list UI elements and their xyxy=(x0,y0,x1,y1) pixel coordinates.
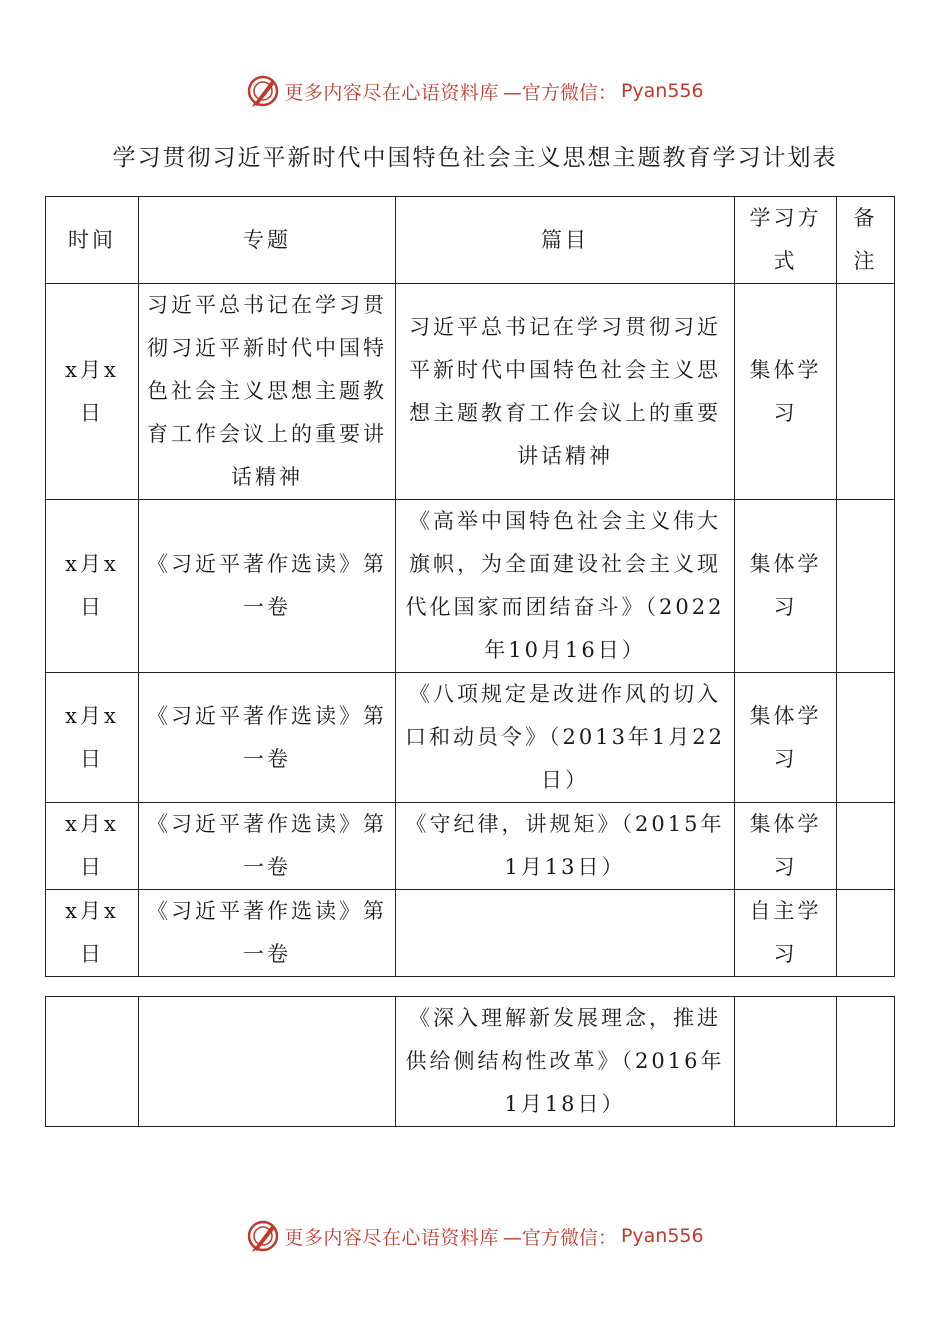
watermark-footer xyxy=(0,1218,950,1254)
header-mode: 学习方式 xyxy=(735,197,837,284)
header-time: 时间 xyxy=(46,197,139,284)
study-plan-table xyxy=(45,196,895,977)
cell-mode: 集体学习 xyxy=(735,673,837,803)
cell-note xyxy=(837,890,895,977)
cell-article: 《高举中国特色社会主义伟大旗帜，为全面建设社会主义现代化国家而团结奋斗》（2022年10月16日） xyxy=(396,500,735,673)
cell-date: x月x日 xyxy=(46,890,139,977)
table-row xyxy=(46,890,895,977)
cell-topic: 《习近平著作选读》第一卷 xyxy=(139,803,396,890)
cell-mode xyxy=(735,997,837,1127)
table-row xyxy=(46,997,895,1127)
watermark-separator: —官方微信： xyxy=(502,1226,617,1249)
cell-article: 习近平总书记在学习贯彻习近平新时代中国特色社会主义思想主题教育工作会议上的重要讲话精神 xyxy=(396,284,735,500)
cell-article: 《深入理解新发展理念，推进供给侧结构性改革》（2016年1月18日） xyxy=(396,997,735,1127)
watermark-header xyxy=(0,73,950,109)
cell-topic: 习近平总书记在学习贯彻习近平新时代中国特色社会主义思想主题教育工作会议上的重要讲话精神 xyxy=(139,284,396,500)
watermark-text: 更多内容尽在心语资料库 xyxy=(284,1226,499,1249)
cell-mode: 集体学习 xyxy=(735,803,837,890)
cell-mode: 集体学习 xyxy=(735,500,837,673)
cell-mode: 集体学习 xyxy=(735,284,837,500)
cell-topic: 《习近平著作选读》第一卷 xyxy=(139,500,396,673)
table-header-row xyxy=(46,197,895,284)
cell-date xyxy=(46,997,139,1127)
table-row xyxy=(46,673,895,803)
cell-note xyxy=(837,803,895,890)
table-row xyxy=(46,500,895,673)
cell-date: x月x日 xyxy=(46,673,139,803)
watermark-text: 更多内容尽在心语资料库 xyxy=(284,81,499,104)
cell-note xyxy=(837,997,895,1127)
header-article: 篇目 xyxy=(396,197,735,284)
cell-note xyxy=(837,673,895,803)
cell-topic: 《习近平著作选读》第一卷 xyxy=(139,673,396,803)
cell-date: x月x日 xyxy=(46,803,139,890)
watermark-wechat-id: Pyan556 xyxy=(620,1225,704,1247)
cell-note xyxy=(837,284,895,500)
cell-topic: 《习近平著作选读》第一卷 xyxy=(139,890,396,977)
header-note: 备注 xyxy=(837,197,895,284)
cell-note xyxy=(837,500,895,673)
table-row xyxy=(46,284,895,500)
watermark-wechat-id: Pyan556 xyxy=(620,80,704,102)
cell-article: 《八项规定是改进作风的切入口和动员令》（2013年1月22日） xyxy=(396,673,735,803)
cell-date: x月x日 xyxy=(46,500,139,673)
pen-logo-icon xyxy=(246,74,280,108)
pen-logo-icon xyxy=(246,1219,280,1253)
study-plan-table-continued xyxy=(45,996,895,1127)
document-title: 学习贯彻习近平新时代中国特色社会主义思想主题教育学习计划表 xyxy=(112,145,838,171)
watermark-separator: —官方微信： xyxy=(502,81,617,104)
cell-article xyxy=(396,890,735,977)
cell-mode: 自主学习 xyxy=(735,890,837,977)
cell-topic xyxy=(139,997,396,1127)
header-topic: 专题 xyxy=(139,197,396,284)
table-row xyxy=(46,803,895,890)
cell-article: 《守纪律，讲规矩》（2015年1月13日） xyxy=(396,803,735,890)
cell-date: x月x日 xyxy=(46,284,139,500)
